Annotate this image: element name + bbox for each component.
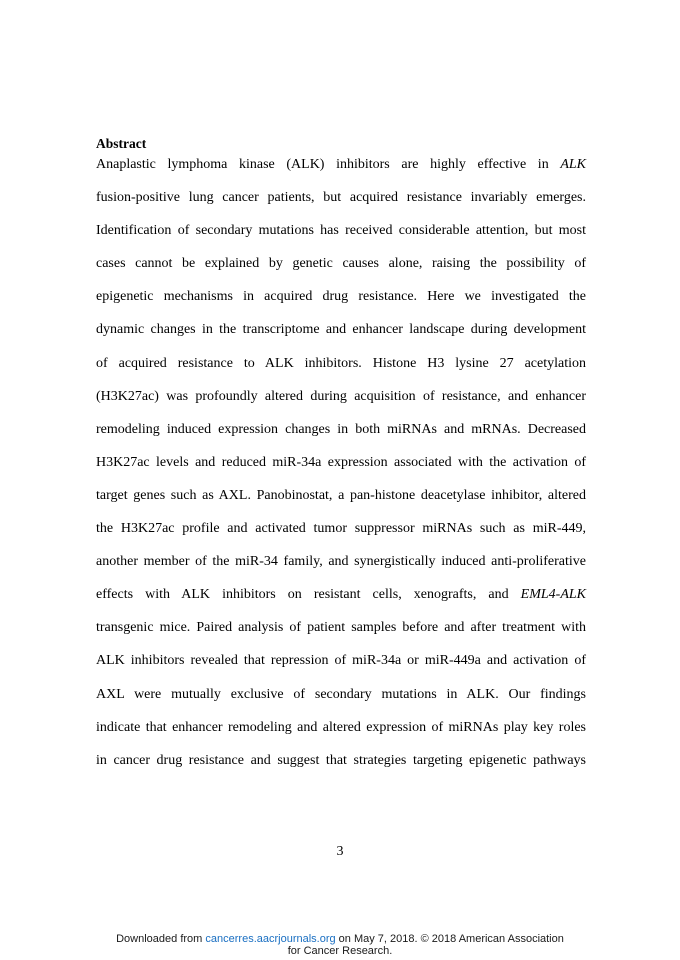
journal-link[interactable]: cancerres.aacrjournals.org xyxy=(205,933,336,945)
italic-term: EML4-ALK xyxy=(520,587,586,603)
line-text: transgenic mice. Paired analysis of patient samples before and after treatment with xyxy=(96,620,586,636)
abstract-line xyxy=(96,685,586,718)
download-footer xyxy=(0,933,680,957)
abstract-line xyxy=(96,420,586,453)
footer-line-2: for Cancer Research. xyxy=(287,945,393,957)
abstract-line xyxy=(96,287,586,320)
footer-prefix: Downloaded from xyxy=(116,933,206,945)
line-text: another member of the miR-34 family, and synergistically induced anti-proliferative xyxy=(96,554,586,570)
page-number: 3 xyxy=(336,844,344,859)
line-text: epigenetic mechanisms in acquired drug resistance. Here we investigated the xyxy=(96,289,586,305)
abstract-body xyxy=(96,155,586,784)
line-text: dynamic changes in the transcriptome and enhancer landscape during development xyxy=(96,322,586,338)
abstract-line xyxy=(96,453,586,486)
line-text: H3K27ac levels and reduced miR-34a expression associated with the activation of xyxy=(96,454,586,470)
abstract-heading: Abstract xyxy=(96,136,147,151)
abstract-line xyxy=(96,354,586,387)
line-text: of acquired resistance to ALK inhibitors. Histone H3 lysine 27 acetylation xyxy=(96,355,586,371)
abstract-line xyxy=(96,718,586,751)
line-text: Identification of secondary mutations has received considerable attention, but most xyxy=(96,223,586,239)
line-text: indicate that enhancer remodeling and altered expression of miRNAs play key roles xyxy=(96,719,586,735)
abstract-line xyxy=(96,254,586,287)
line-text: remodeling induced expression changes in both miRNAs and mRNAs. Decreased xyxy=(96,421,586,437)
abstract-line xyxy=(96,552,586,585)
abstract-line xyxy=(96,387,586,420)
abstract-line xyxy=(96,618,586,651)
abstract-line xyxy=(96,155,586,188)
line-text: effects with ALK inhibitors on resistant cells, xenografts, and xyxy=(96,587,521,603)
abstract-line xyxy=(96,519,586,552)
abstract-line xyxy=(96,486,586,519)
abstract-line xyxy=(96,221,586,254)
line-text: AXL were mutually exclusive of secondary mutations in ALK. Our findings xyxy=(96,686,586,702)
italic-term: ALK xyxy=(560,157,586,172)
line-text: fusion-positive lung cancer patients, but acquired resistance invariably emerges. xyxy=(96,190,586,206)
line-text: cases cannot be explained by genetic causes alone, raising the possibility of xyxy=(96,256,586,272)
line-text: Anaplastic lymphoma kinase (ALK) inhibitors are highly effective in xyxy=(96,157,561,172)
line-text: in cancer drug resistance and suggest that strategies targeting epigenetic pathways xyxy=(96,752,586,768)
line-text: target genes such as AXL. Panobinostat, a pan-histone deacetylase inhibitor, altered xyxy=(96,487,586,503)
abstract-line xyxy=(96,320,586,353)
line-text: ALK inhibitors revealed that repression of miR-34a or miR-449a and activation of xyxy=(96,653,586,669)
footer-suffix: on May 7, 2018. © 2018 American Association xyxy=(335,933,564,945)
abstract-line xyxy=(96,651,586,684)
abstract-line xyxy=(96,188,586,221)
abstract-line xyxy=(96,751,586,784)
footer-line-1 xyxy=(0,933,680,945)
line-text: the H3K27ac profile and activated tumor suppressor miRNAs such as miR-449, xyxy=(96,521,586,537)
line-text: (H3K27ac) was profoundly altered during acquisition of resistance, and enhancer xyxy=(96,388,586,404)
abstract-line xyxy=(96,585,586,618)
